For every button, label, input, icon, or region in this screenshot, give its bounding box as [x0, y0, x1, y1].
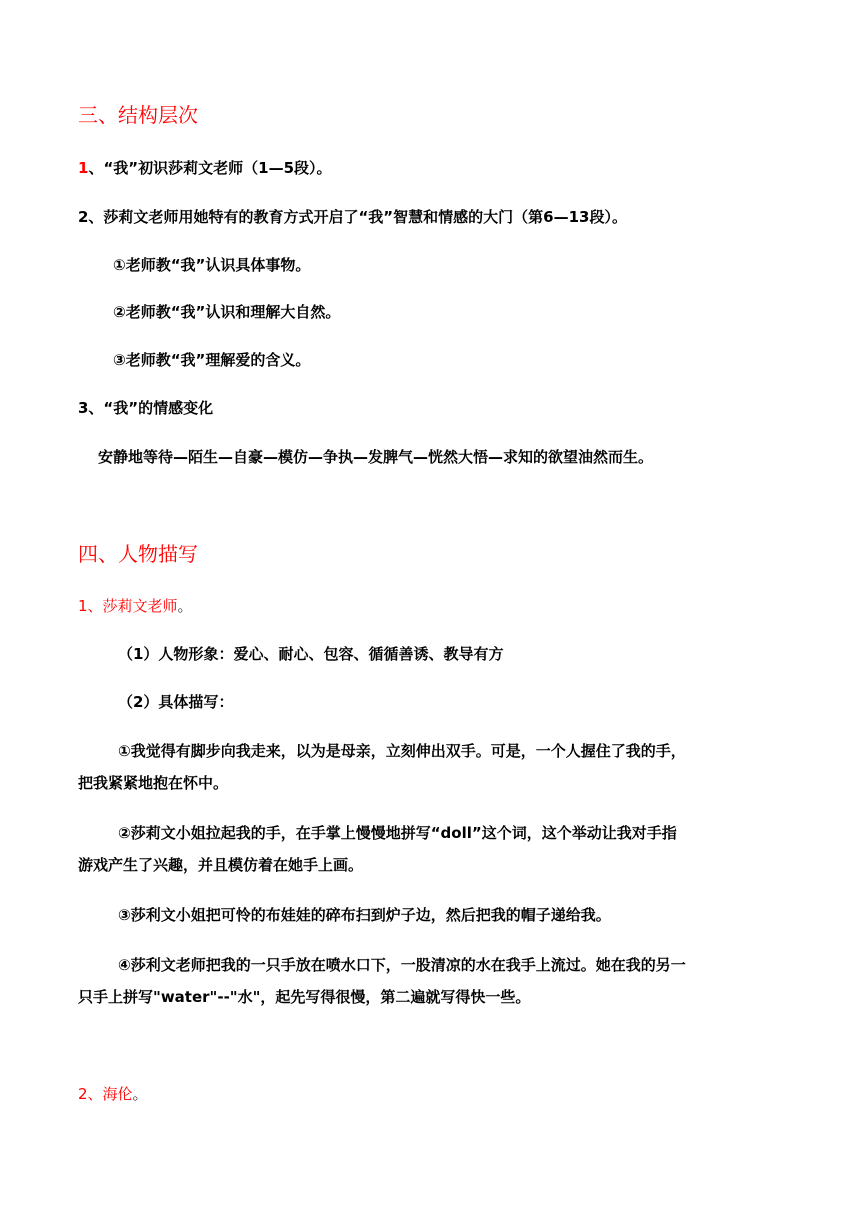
character-item-1	[78, 596, 193, 616]
section-4-heading: 四、人物描写	[78, 542, 198, 566]
punctuation: 。	[177, 597, 193, 615]
structure-item-3: 3、“我”的情感变化	[78, 399, 214, 417]
detail-4-line-1: ④莎利文老师把我的一只手放在喷水口下，一股清凉的水在我手上流过。她在我的另一	[118, 956, 686, 974]
detail-description-label: （2）具体描写：	[118, 693, 234, 711]
character-name: 1、莎莉文老师	[78, 597, 178, 615]
structure-subitem-3: ③老师教“我”理解爱的含义。	[113, 351, 311, 369]
punctuation: 。	[132, 1085, 148, 1103]
structure-item-1	[78, 158, 332, 178]
structure-item-2: 2、莎莉文老师用她特有的教育方式开启了“我”智慧和情感的大门（第6—13段）。	[78, 208, 627, 226]
emotion-change-line: 安静地等待—陌生—自豪—模仿—争执—发脾气—恍然大悟—求知的欲望油然而生。	[98, 448, 654, 466]
section-3-heading: 三、结构层次	[78, 103, 198, 127]
structure-subitem-2: ②老师教“我”认识和理解大自然。	[113, 303, 341, 321]
character-name: 2、海伦	[78, 1085, 133, 1103]
item-text: 、“我”初识莎莉文老师（1—5段）。	[88, 159, 332, 177]
detail-2-line-1: ②莎莉文小姐拉起我的手，在手掌上慢慢地拼写“doll”这个词，这个举动让我对手指	[118, 824, 677, 842]
item-number: 1	[78, 159, 89, 177]
detail-1-line-1: ①我觉得有脚步向我走来，以为是母亲，立刻伸出双手。可是，一个人握住了我的手，	[118, 742, 686, 760]
detail-3-line-1: ③莎利文小姐把可怜的布娃娃的碎布扫到炉子边，然后把我的帽子递给我。	[118, 906, 611, 924]
detail-4-line-2: 只手上拼写"water"--"水"，起先写得很慢，第二遍就写得快一些。	[78, 988, 531, 1006]
structure-subitem-1: ①老师教“我”认识具体事物。	[113, 256, 311, 274]
detail-2-line-2: 游戏产生了兴趣，并且模仿着在她手上画。	[78, 856, 364, 874]
character-image-line: （1）人物形象：爱心、耐心、包容、循循善诱、教导有方	[118, 645, 504, 663]
character-item-2	[78, 1084, 148, 1104]
detail-1-line-2: 把我紧紧地抱在怀中。	[78, 774, 229, 792]
